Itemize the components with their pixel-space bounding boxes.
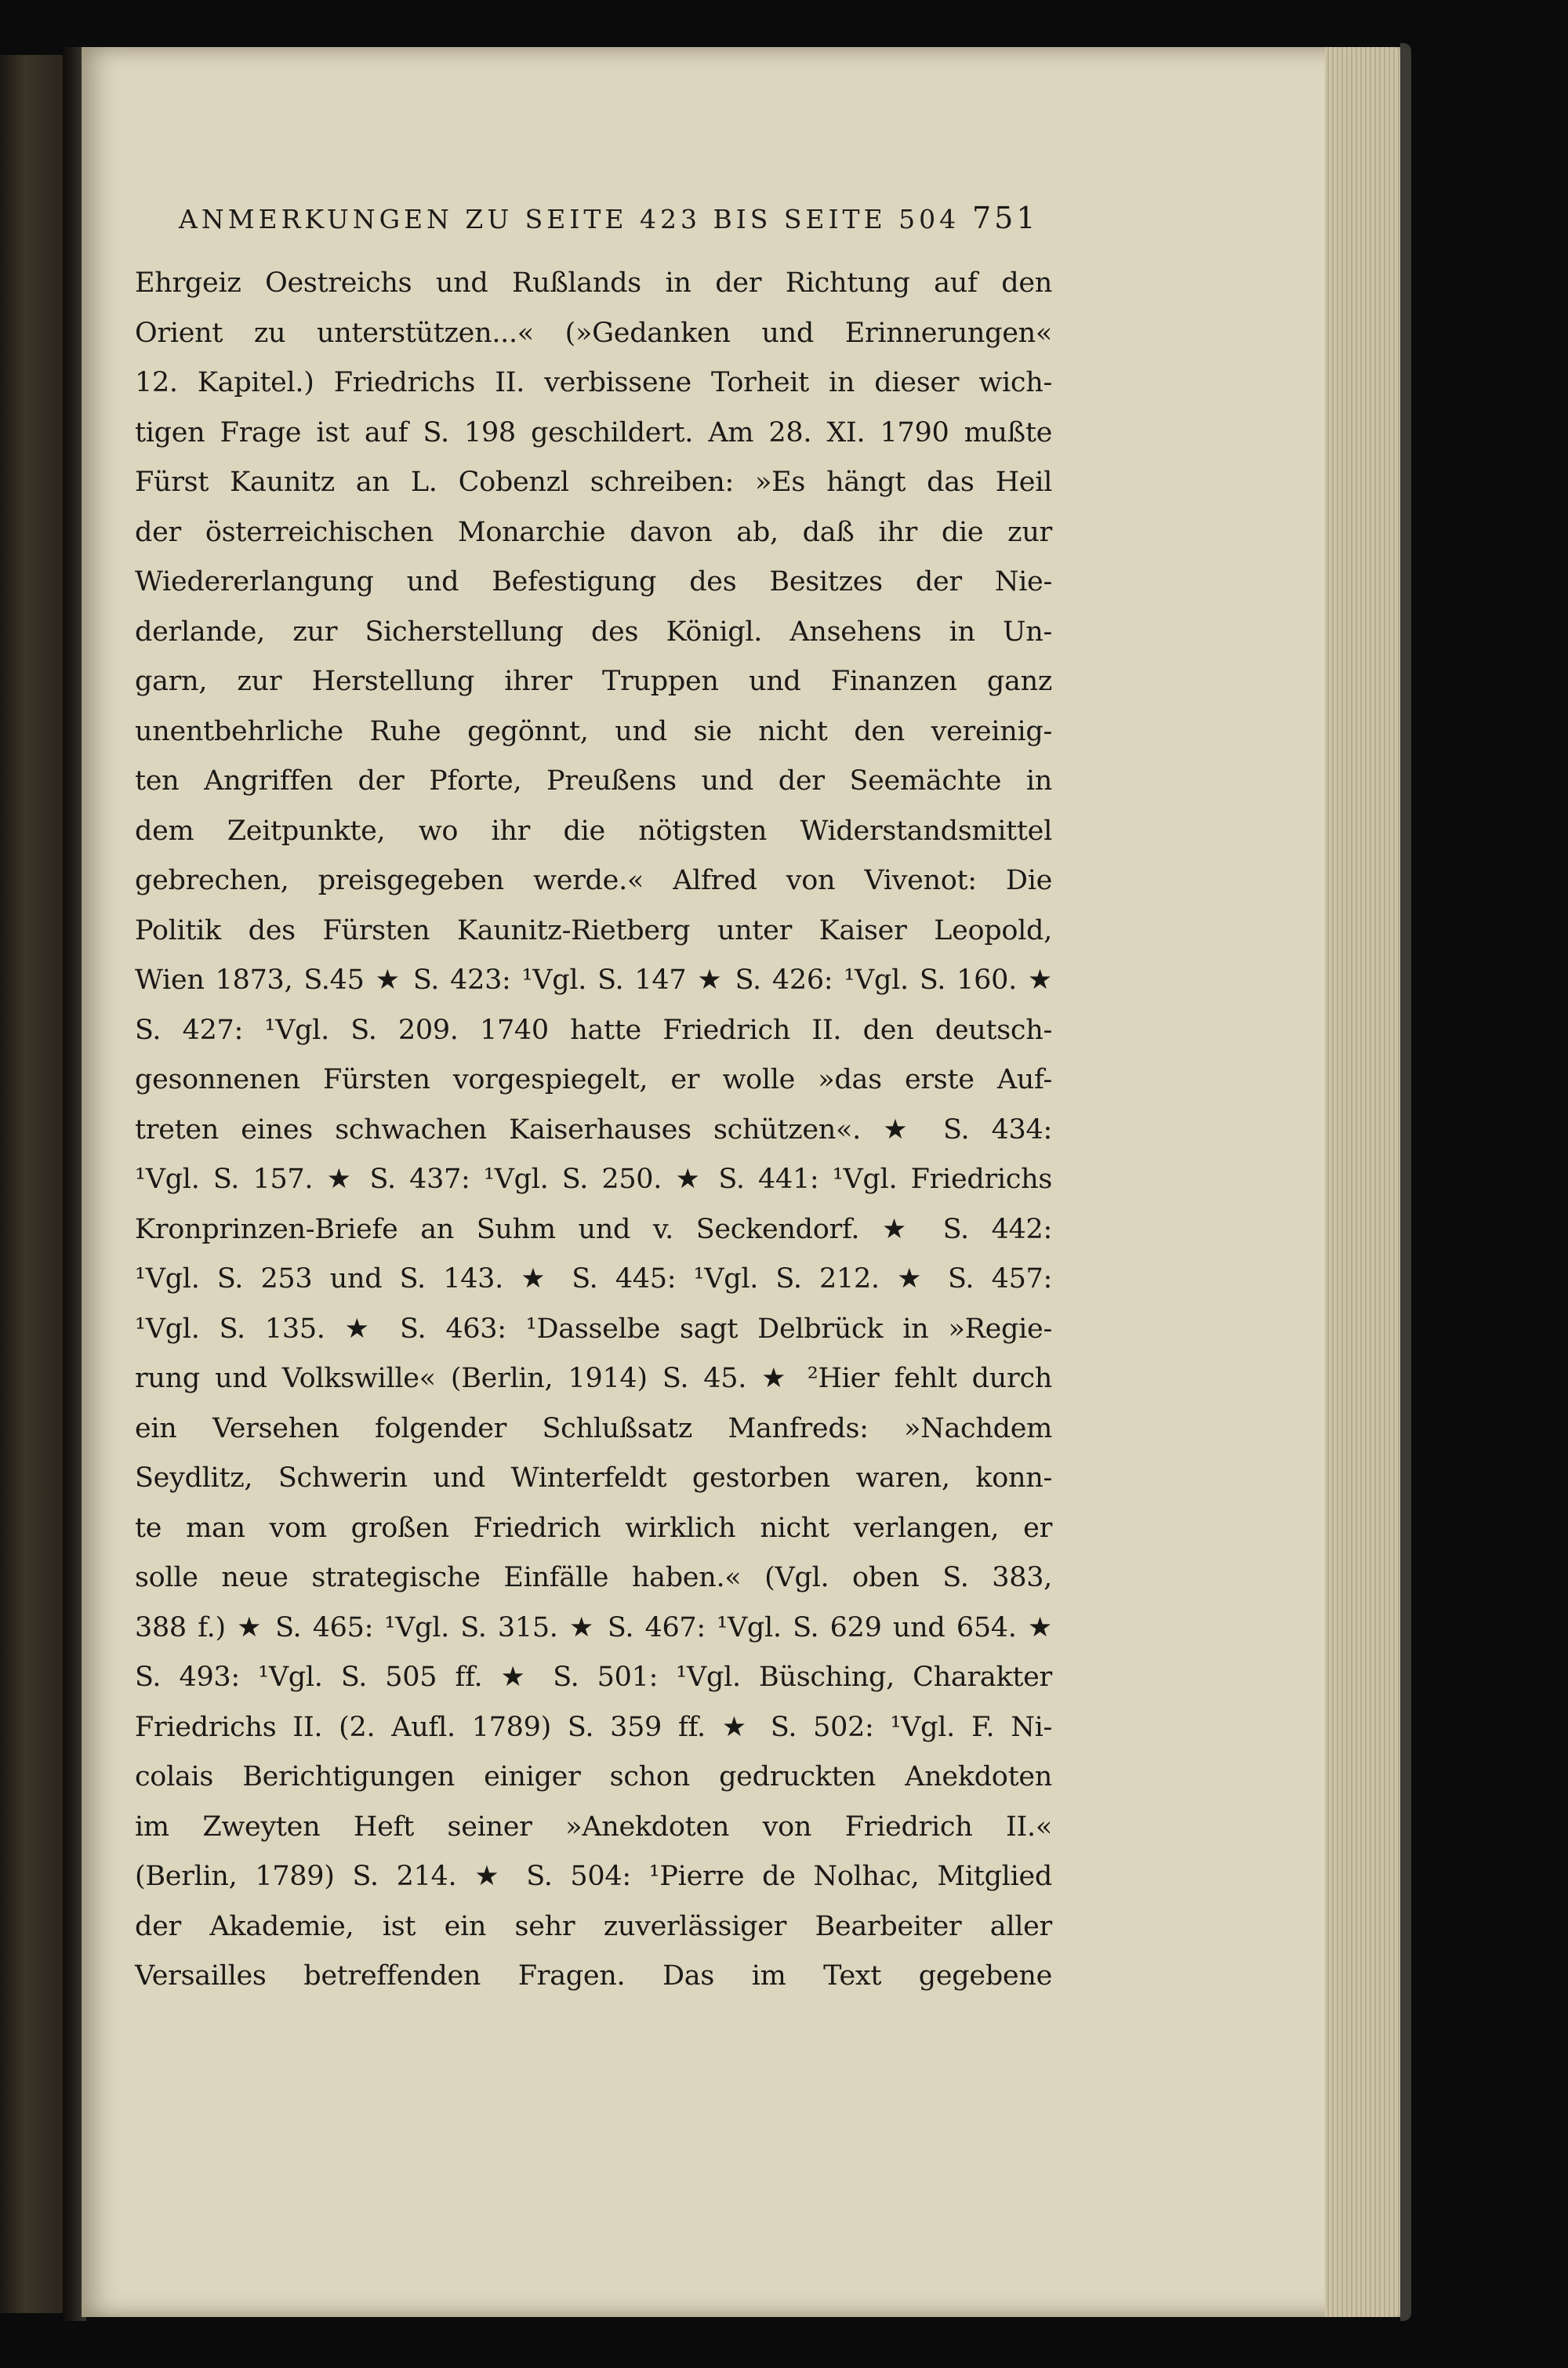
text-line: te man vom großen Friedrich wirklich nicht verlangen, er (135, 1512, 1052, 1544)
page-number: 751 (972, 201, 1039, 235)
text-line: ten Angriffen der Pforte, Preußens und der Seemächte in (135, 765, 1052, 797)
page-stack-edge (1325, 47, 1403, 2317)
text-line: tigen Frage ist auf S. 198 geschildert. Am 28. XI. 1790 mußte (135, 416, 1052, 449)
text-line: ¹Vgl. S. 135. ★ S. 463: ¹Dasselbe sagt Delbrück in »Regie- (135, 1313, 1052, 1345)
body-text (135, 259, 1052, 2002)
text-line: derlande, zur Sicherstellung des Königl. Ansehens in Un- (135, 616, 1052, 648)
text-line: solle neue strategische Einfälle haben.« (Vgl. oben S. 383, (135, 1562, 1052, 1593)
text-line: ¹Vgl. S. 157. ★ S. 437: ¹Vgl. S. 250. ★ S. 441: ¹Vgl. Friedrichs (135, 1164, 1052, 1195)
text-line: Friedrichs II. (2. Aufl. 1789) S. 359 ff. ★ S. 502: ¹Vgl. F. Ni- (135, 1711, 1052, 1743)
text-line: ein Versehen folgender Schlußsatz Manfreds: »Nachdem (135, 1412, 1052, 1444)
text-line: Fürst Kaunitz an L. Cobenzl schreiben: »Es hängt das Heil (135, 467, 1052, 498)
text-line: Versailles betreffenden Fragen. Das im Text gegebene (135, 1960, 1052, 1992)
text-line: S. 427: ¹Vgl. S. 209. 1740 hatte Friedrich II. den deutsch- (135, 1014, 1052, 1046)
text-line: Kronprinzen-Briefe an Suhm und v. Seckendorf. ★ S. 442: (135, 1213, 1052, 1245)
text-line: (Berlin, 1789) S. 214. ★ S. 504: ¹Pierre de Nolhac, Mitglied (135, 1861, 1052, 1892)
text-line: 12. Kapitel.) Friedrichs II. verbissene Torheit in dieser wich- (135, 367, 1052, 398)
text-line: ¹Vgl. S. 253 und S. 143. ★ S. 445: ¹Vgl. S. 212. ★ S. 457: (135, 1263, 1052, 1295)
text-line: garn, zur Herstellung ihrer Truppen und Finanzen ganz (135, 666, 1052, 697)
text-line: im Zweyten Heft seiner »Anekdoten von Friedrich II.« (135, 1811, 1052, 1843)
text-line: dem Zeitpunkte, wo ihr die nötigsten Widerstandsmittel (135, 815, 1052, 847)
text-line: der Akademie, ist ein sehr zuverlässiger Bearbeiter aller (135, 1910, 1052, 1942)
text-line: Wien 1873, S.45 ★ S. 423: ¹Vgl. S. 147 ★ S. 426: ¹Vgl. S. 160. ★ (135, 964, 1052, 996)
text-line: S. 493: ¹Vgl. S. 505 ff. ★ S. 501: ¹Vgl. Büsching, Charakter (135, 1662, 1052, 1693)
text-line: treten eines schwachen Kaiserhauses schützen«. ★ S. 434: (135, 1113, 1052, 1146)
text-line: rung und Volkswille« (Berlin, 1914) S. 45. ★ ²Hier fehlt durch (135, 1363, 1052, 1394)
text-line: Seydlitz, Schwerin und Winterfeldt gestorben waren, konn- (135, 1462, 1052, 1494)
text-line: gebrechen, preisgegeben werde.« Alfred von Vivenot: Die (135, 865, 1052, 896)
text-line: Politik des Fürsten Kaunitz-Rietberg unter Kaiser Leopold, (135, 914, 1052, 946)
text-line: der österreichischen Monarchie davon ab, daß ihr die zur (135, 516, 1052, 548)
text-line: 388 f.) ★ S. 465: ¹Vgl. S. 315. ★ S. 467: ¹Vgl. S. 629 und 654. ★ (135, 1611, 1052, 1643)
previous-page-edge (0, 55, 63, 2313)
running-head: ANMERKUNGEN ZU SEITE 423 BIS SEITE 504 (179, 204, 960, 234)
text-line: unentbehrliche Ruhe gegönnt, und sie nicht den vereinig- (135, 715, 1052, 747)
text-line: Orient zu unterstützen...« (»Gedanken und Erinnerungen« (135, 317, 1052, 349)
text-line: Wiedererlangung und Befestigung des Besitzes der Nie- (135, 566, 1052, 597)
text-line: gesonnenen Fürsten vorgespiegelt, er wolle »das erste Auf- (135, 1064, 1052, 1095)
text-line: Ehrgeiz Oestreichs und Rußlands in der Richtung auf den (135, 267, 1052, 299)
book-cover-edge (1400, 43, 1411, 2321)
text-line: colais Berichtigungen einiger schon gedruckten Anekdoten (135, 1761, 1052, 1792)
